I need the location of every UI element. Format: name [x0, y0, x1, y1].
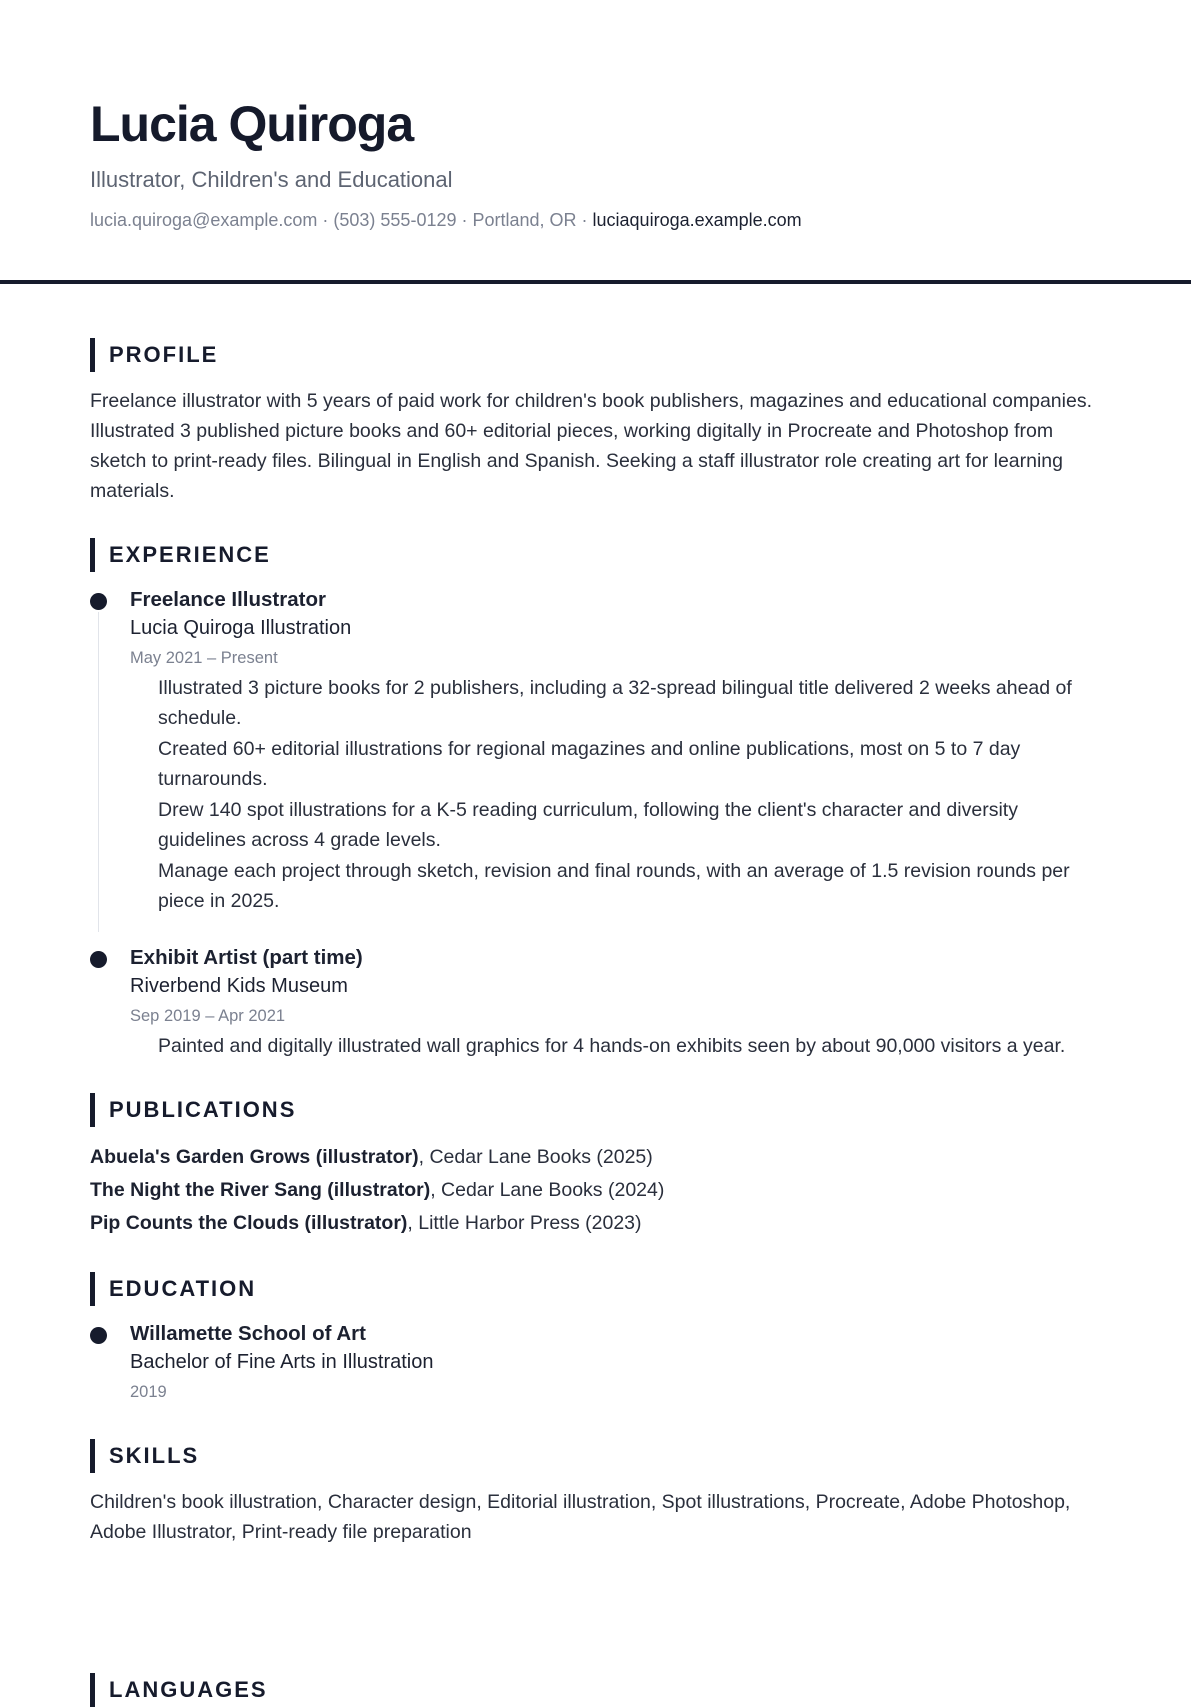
resume-header: [0, 0, 1191, 284]
contact-phone: (503) 555-0129: [333, 210, 457, 230]
resume-body: [0, 284, 1191, 1547]
timeline-dot-icon: [90, 1327, 107, 1344]
section-title-languages: LANGUAGES: [90, 1673, 268, 1707]
school-name: Willamette School of Art: [130, 1322, 366, 1345]
publication-item: [90, 1207, 1101, 1240]
achievement-item: Created 60+ editorial illustrations for regional magazines and online publications, most on 5 to 7 day turnarounds.: [158, 738, 1021, 790]
education-section: [90, 1272, 1101, 1407]
timeline-dot-icon: [90, 951, 107, 968]
experience-entry: [90, 586, 1101, 916]
publication-list: [90, 1141, 1101, 1240]
experience-entry: [90, 944, 1101, 1061]
contact-location: Portland, OR: [472, 210, 577, 230]
job-achievements: [130, 1031, 1101, 1061]
achievement-item: Drew 140 spot illustrations for a K-5 reading curriculum, following the client's character and diversity guidelines across 4 grade levels.: [158, 799, 1018, 851]
contact-separator: ·: [317, 210, 334, 230]
achievement-item: Illustrated 3 picture books for 2 publishers, including a 32-spread bilingual title delivered 2 weeks ahead of schedule.: [158, 677, 1072, 729]
job-organization: Lucia Quiroga Illustration: [130, 617, 352, 639]
experience-section: [90, 538, 1101, 1061]
skills-section: [90, 1439, 1101, 1547]
job-dates: May 2021 – Present: [130, 649, 278, 667]
contact-line: [90, 208, 1101, 232]
publication-item: [90, 1174, 1101, 1207]
timeline-connector: [98, 612, 99, 932]
profile-summary: Freelance illustrator with 5 years of paid work for children's book publishers, magazines and educational companies. Illustrated 3 published picture books and 60+ editorial pieces, working digitally in Procreate and Photoshop from sketch to print-ready files. Bilingual in English and Spanish. Seeking a staff illustrator role creating art for learning materials.: [90, 390, 1092, 502]
timeline-dot-icon: [90, 593, 107, 610]
section-title-education: EDUCATION: [90, 1272, 1101, 1306]
degree-name: Bachelor of Fine Arts in Illustration: [130, 1351, 434, 1373]
publication-item: [90, 1141, 1101, 1174]
publication-details: , Cedar Lane Books (2025): [418, 1146, 653, 1168]
job-organization: Riverbend Kids Museum: [130, 975, 348, 997]
graduation-year: 2019: [130, 1383, 167, 1401]
publication-details: , Little Harbor Press (2023): [407, 1212, 642, 1234]
skills-list: Children's book illustration, Character design, Editorial illustration, Spot illustrations, Procreate, Adobe Photoshop, Adobe Illustrator, Print-ready file preparation: [90, 1491, 1071, 1543]
job-title: Exhibit Artist (part time): [130, 946, 363, 969]
publication-title: Abuela's Garden Grows (illustrator): [90, 1146, 419, 1168]
contact-email[interactable]: lucia.quiroga@example.com: [90, 210, 318, 230]
contact-separator: ·: [576, 210, 593, 230]
publication-title: The Night the River Sang (illustrator): [90, 1179, 431, 1201]
section-title-publications: PUBLICATIONS: [90, 1093, 1101, 1127]
publication-title: Pip Counts the Clouds (illustrator): [90, 1212, 408, 1234]
experience-timeline: [90, 586, 1101, 1061]
section-title-skills: SKILLS: [90, 1439, 1101, 1473]
section-title-experience: EXPERIENCE: [90, 538, 1101, 572]
candidate-headline: Illustrator, Children's and Educational: [90, 167, 453, 192]
achievement-item: Painted and digitally illustrated wall graphics for 4 hands-on exhibits seen by about 90,000 visitors a year.: [158, 1035, 1066, 1057]
job-achievements: [130, 673, 1101, 916]
job-dates: Sep 2019 – Apr 2021: [130, 1007, 286, 1025]
job-title: Freelance Illustrator: [130, 588, 326, 611]
profile-section: [90, 338, 1101, 506]
achievement-item: Manage each project through sketch, revision and final rounds, with an average of 1.5 revision rounds per piece in 2025.: [158, 860, 1070, 912]
publications-section: [90, 1093, 1101, 1240]
contact-website-link[interactable]: luciaquiroga.example.com: [592, 210, 802, 230]
education-entry: [90, 1320, 1101, 1407]
publication-details: , Cedar Lane Books (2024): [430, 1179, 665, 1201]
candidate-name: Lucia Quiroga: [90, 96, 414, 152]
section-title-profile: PROFILE: [90, 338, 1101, 372]
education-timeline: [90, 1320, 1101, 1407]
contact-separator: ·: [456, 210, 473, 230]
